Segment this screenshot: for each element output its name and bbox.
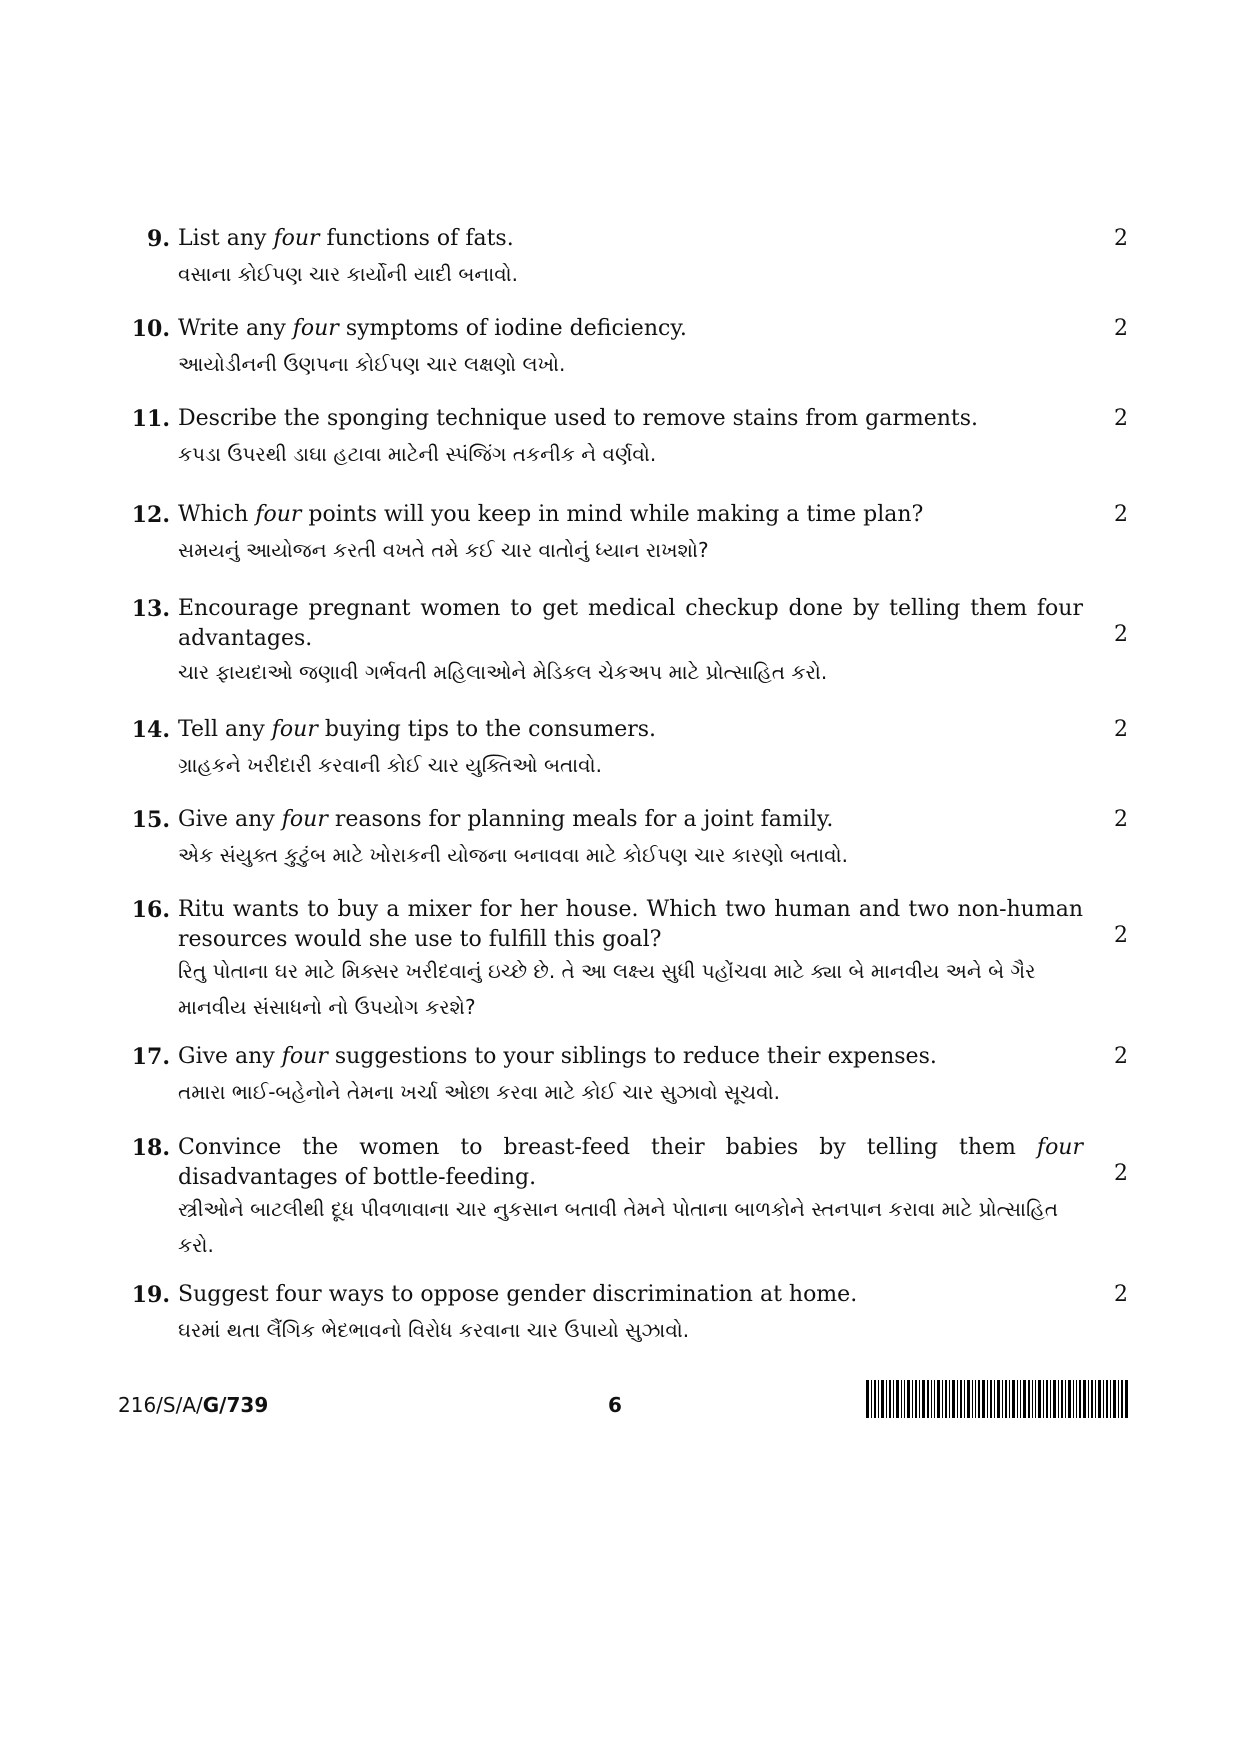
question-number: 18. <box>131 1135 170 1161</box>
paper-code: 216/S/A/G/739 <box>118 1393 269 1417</box>
question-text-english: Write any four symptoms of iodine deficiency. <box>178 316 687 341</box>
question-marks: 2 <box>1114 406 1128 431</box>
question-text-gujarati: ગ્રાહકને ખરીદારી કરવાની કોઈ ચાર યુક્તિઓ બતાવો. <box>178 753 603 777</box>
question-text-english: Give any four suggestions to your siblings to reduce their expenses. <box>178 1044 937 1069</box>
question-marks: 2 <box>1114 807 1128 832</box>
question-text-gujarati: એક સંયુક્ત કુટુંબ માટે ખોરાકની યોજના બનાવવા માટે કોઈપણ ચાર કારણો બતાવો. <box>178 843 848 867</box>
barcode-icon <box>866 1380 1128 1418</box>
question-text-gujarati: કપડા ઉપરથી ડાઘા હટાવા માટેની સ્પંજિંગ તકનીક ને વર્ણવો. <box>178 442 657 466</box>
question-number: 17. <box>131 1044 170 1070</box>
question-text-english: Which four points will you keep in mind while making a time plan? <box>178 502 924 527</box>
question-text-gujarati: રિતુ પોતાના ઘર માટે મિક્સર ખરીદવાનું ઇચ્છે છે. તે આ લક્ષ્ય સુધી પહોંચવા માટે ક્યા બે માનવીય અને બે ગૈર માનવીય સંસાધનો નો ઉપયોગ કરશે? <box>178 959 1036 1019</box>
question-text-gujarati: આયોડીનની ઉણપના કોઈપણ ચાર લક્ષણો લખો. <box>178 352 566 376</box>
question-number: 11. <box>131 406 170 432</box>
question-text-gujarati: વસાના કોઈપણ ચાર કાર્યોની યાદી બનાવો. <box>178 262 519 286</box>
question-marks: 2 <box>1114 1044 1128 1069</box>
question-marks: 2 <box>1114 923 1128 948</box>
question-number: 9. <box>147 226 170 252</box>
question-text-english: Give any four reasons for planning meals for a joint family. <box>178 807 834 832</box>
question-number: 10. <box>131 316 170 342</box>
question-text-english: Encourage pregnant women to get medical checkup done by telling them four advantages. <box>178 596 1083 651</box>
question-number: 16. <box>131 897 170 923</box>
question-text-english: List any four functions of fats. <box>178 226 514 251</box>
question-marks: 2 <box>1114 622 1128 647</box>
question-number: 14. <box>131 717 170 743</box>
question-text-gujarati: ઘરમાં થતા લૈંગિક ભેદભાવનો વિરોધ કરવાના ચાર ઉપાયો સુઝાવો. <box>178 1318 690 1342</box>
question-number: 12. <box>131 502 170 528</box>
question-marks: 2 <box>1114 226 1128 251</box>
question-number: 15. <box>131 807 170 833</box>
question-text-gujarati: સ્ત્રીઓને બાટલીથી દૂધ પીવળાવાના ચાર નુકસાન બતાવી તેમને પોતાના બાળકોને સ્તનપાન કરાવા માટે પ્રોત્સાહિત કરો. <box>178 1197 1059 1257</box>
question-text-gujarati: તમારા ભાઈ-બહેનોને તેમના ખર્ચા ઓછા કરવા માટે કોઈ ચાર સુઝાવો સૂચવો. <box>178 1080 780 1104</box>
question-text-english: Convince the women to breast-feed their babies by telling them four disadvantages of bottle-feeding. <box>178 1135 1083 1190</box>
question-number: 19. <box>131 1282 170 1308</box>
question-text-english: Suggest four ways to oppose gender discrimination at home. <box>178 1282 858 1307</box>
question-text-english: Ritu wants to buy a mixer for her house. Which two human and two non-human resources would she use to fulfill this goal? <box>178 897 1083 952</box>
question-text-gujarati: સમયનું આયોજન કરતી વખતે તમે કઈ ચાર વાતોનું ધ્યાન રાખશો? <box>178 538 709 562</box>
question-marks: 2 <box>1114 717 1128 742</box>
question-text-english: Describe the sponging technique used to remove stains from garments. <box>178 406 979 431</box>
question-marks: 2 <box>1114 1282 1128 1307</box>
page-number: 6 <box>608 1393 622 1417</box>
question-text-gujarati: ચાર ફાયદાઓ જણાવી ગર્ભવતી મહિલાઓને મેડિકલ ચેકઅપ માટે પ્રોત્સાહિત કરો. <box>178 660 828 684</box>
question-marks: 2 <box>1114 1161 1128 1186</box>
question-marks: 2 <box>1114 502 1128 527</box>
question-number: 13. <box>131 596 170 622</box>
question-text-english: Tell any four buying tips to the consumers. <box>178 717 657 742</box>
question-marks: 2 <box>1114 316 1128 341</box>
